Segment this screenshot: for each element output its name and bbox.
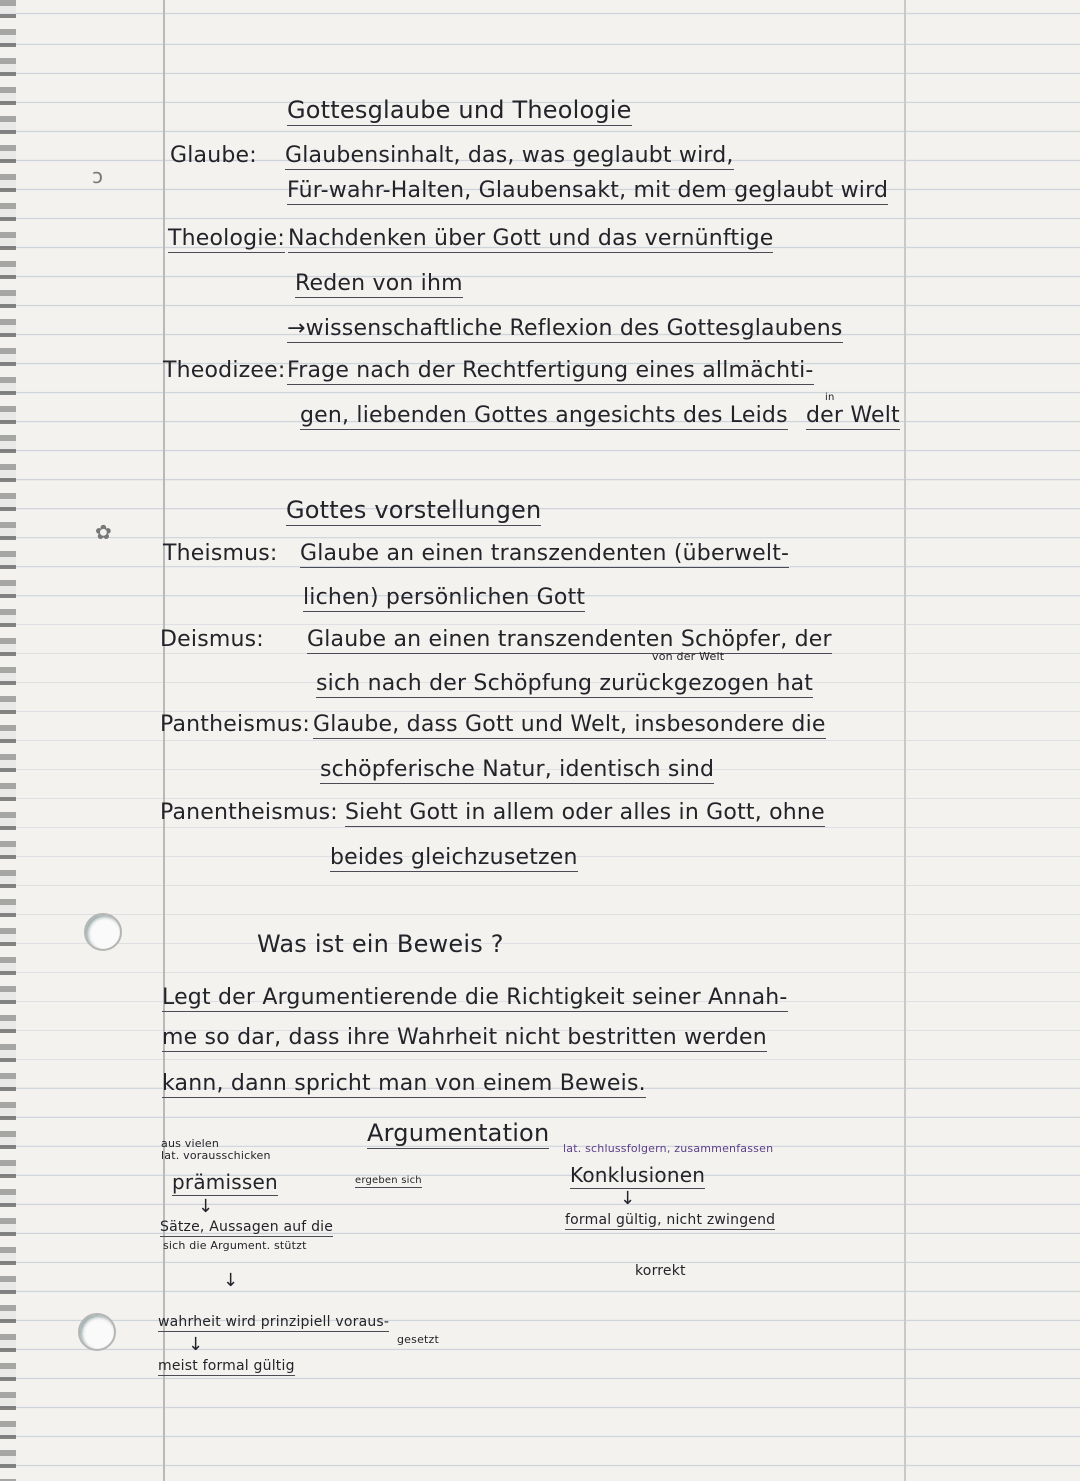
beweis-line-1: Legt der Argumentierende die Richtigkeit seiner Annah- (162, 985, 788, 1010)
arrow-down-icon: ↓ (223, 1270, 239, 1291)
note-in: in (825, 392, 835, 403)
def-panentheismus-2: beides gleichzusetzen (330, 845, 578, 870)
praemissen-def-2: sich die Argument. stützt (163, 1239, 307, 1252)
note-lat-vorausschicken: lat. vorausschicken (161, 1149, 271, 1162)
argumentation-title: Argumentation (367, 1119, 550, 1147)
note-aus-vielen: aus vielen (161, 1137, 220, 1150)
def-theologie-3: →wissenschaftliche Reflexion des Gottesglaubens (287, 316, 843, 341)
def-pantheismus-1: Glaube, dass Gott und Welt, insbesondere die (313, 712, 826, 737)
def-theismus-2: lichen) persönlichen Gott (303, 585, 586, 610)
beweis-line-2: me so dar, dass ihre Wahrheit nicht bestritten werden (162, 1025, 767, 1050)
def-panentheismus-1: Sieht Gott in allem oder alles in Gott, ohne (345, 800, 825, 825)
def-pantheismus-2: schöpferische Natur, identisch sind (320, 757, 715, 782)
def-theologie-1: Nachdenken über Gott und das vernünftige (288, 226, 774, 251)
heading-gottesvorstellungen: Gottes vorstellungen (286, 496, 542, 524)
term-panentheismus: Panentheismus: (160, 800, 338, 825)
doodle-icon: ✿ (95, 520, 112, 544)
right-margin-line (904, 0, 906, 1481)
note-lat-schlussfolgern: lat. schlussfolgern, zusammenfassen (563, 1142, 774, 1155)
heading-beweis: Was ist ein Beweis ? (257, 930, 504, 958)
praemissen-label: prämissen (172, 1170, 278, 1194)
spiral-binding (0, 0, 16, 1481)
ergeben-sich-note: ergeben sich (355, 1175, 422, 1186)
def-theodizee-1: Frage nach der Rechtfertigung eines allmächti- (287, 358, 814, 383)
doodle-icon: ↄ (92, 164, 103, 188)
term-deismus: Deismus: (160, 627, 264, 652)
def-glaube-1: Glaubensinhalt, das, was geglaubt wird, (285, 143, 734, 168)
def-theologie-2: Reden von ihm (295, 271, 463, 296)
arrow-down-icon: ↓ (188, 1334, 204, 1355)
wahrheit-line-1: wahrheit wird prinzipiell voraus- (158, 1314, 390, 1330)
def-theodizee-2b: der Welt (806, 403, 900, 428)
beweis-line-3: kann, dann spricht man von einem Beweis. (162, 1071, 646, 1096)
term-pantheismus: Pantheismus: (160, 712, 311, 737)
wahrheit-line-2: gesetzt (397, 1333, 440, 1346)
konklusionen-def-1: formal gültig, nicht zwingend (565, 1212, 776, 1228)
term-glaube: Glaube: (170, 143, 257, 168)
arrow-down-icon: ↓ (198, 1196, 214, 1217)
term-theodizee: Theodizee: (163, 358, 286, 383)
meist-formal: meist formal gültig (158, 1358, 295, 1374)
def-theismus-1: Glaube an einen transzendenten (überwelt- (300, 541, 790, 566)
term-theologie: Theologie: (168, 226, 285, 251)
def-theodizee-2: gen, liebenden Gottes angesichts des Leids (300, 403, 788, 428)
heading-gottesglaube: Gottesglaube und Theologie (287, 96, 632, 124)
arrow-down-icon: ↓ (620, 1188, 636, 1209)
def-deismus-2: sich nach der Schöpfung zurückgezogen hat (316, 671, 814, 696)
punch-hole (78, 1313, 116, 1351)
punch-hole (84, 913, 122, 951)
margin-line (163, 0, 165, 1481)
konklusionen-def-2: korrekt (635, 1263, 686, 1279)
note-von-der-welt: von der Welt (652, 650, 725, 663)
def-glaube-2: Für-wahr-Halten, Glaubensakt, mit dem geglaubt wird (287, 178, 889, 203)
praemissen-def-1: Sätze, Aussagen auf die (160, 1219, 334, 1235)
term-theismus: Theismus: (163, 541, 278, 566)
konklusionen-label: Konklusionen (570, 1163, 706, 1187)
def-deismus-1: Glaube an einen transzendenten Schöpfer, der (307, 627, 832, 652)
